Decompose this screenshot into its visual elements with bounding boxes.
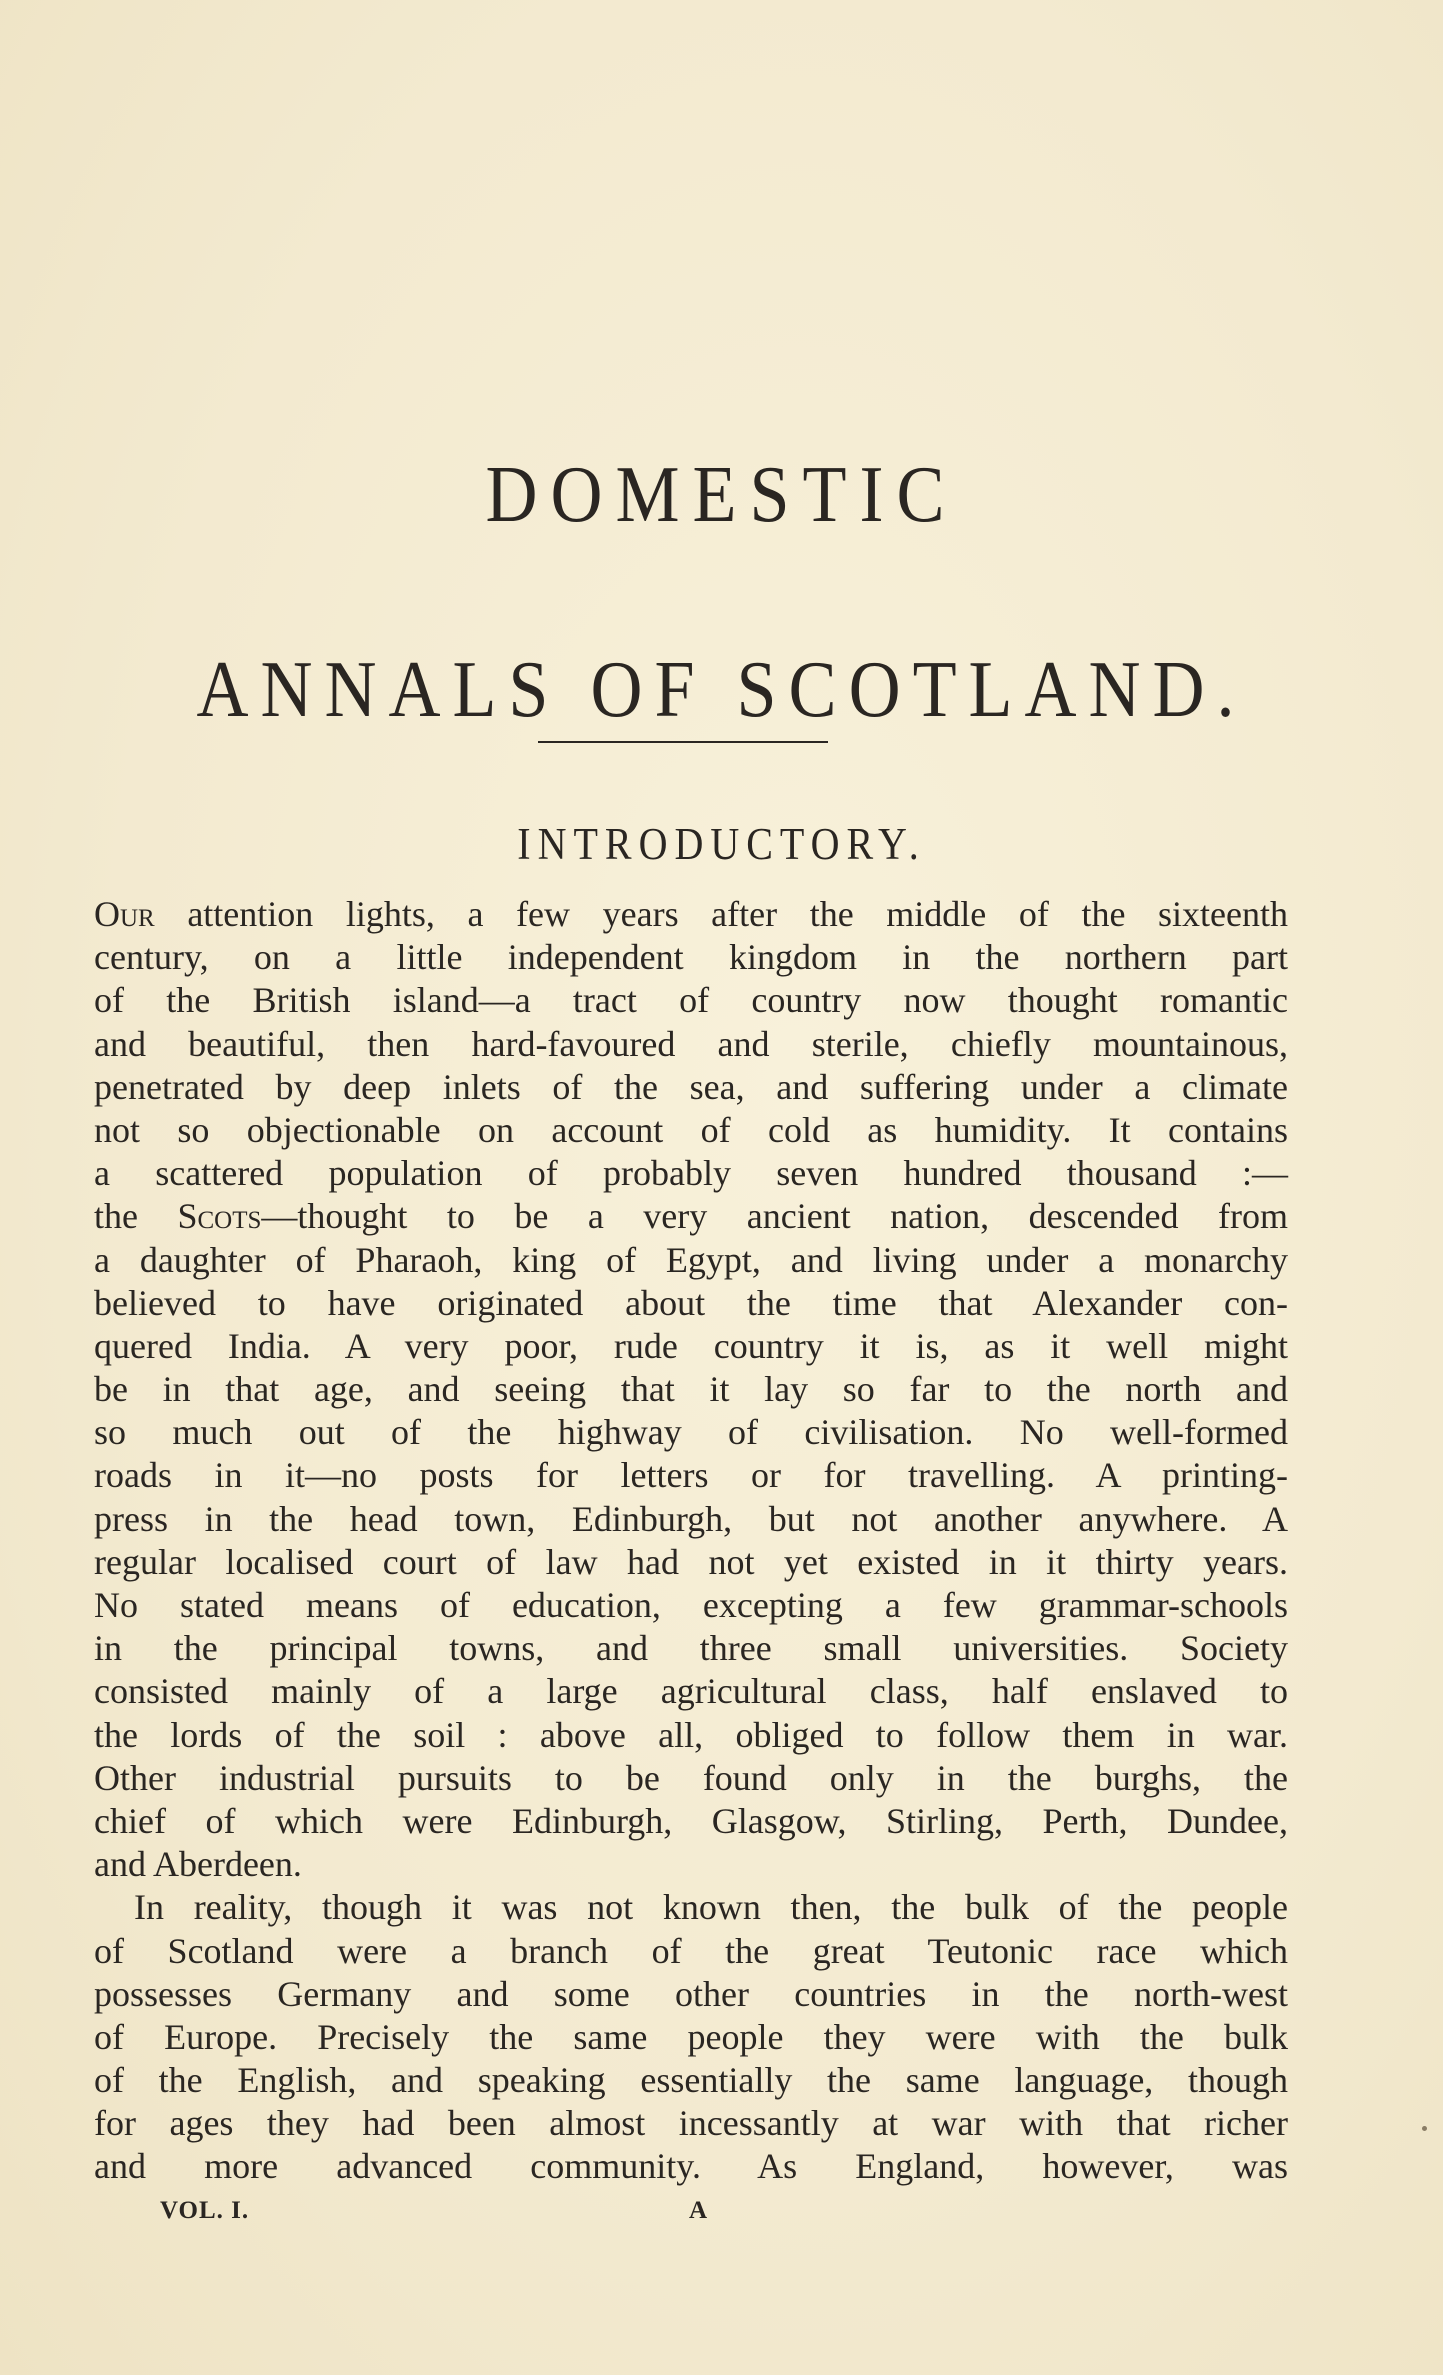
text-line xyxy=(94,1195,1288,1238)
text-segment: chief of which were Edinburgh, Glasgow, Stirling, Perth, Dundee, xyxy=(94,1800,1288,1841)
text-line xyxy=(94,1498,1288,1541)
text-line xyxy=(94,893,1288,936)
text-line xyxy=(94,2016,1288,2059)
text-line xyxy=(94,1757,1288,1800)
text-segment: of Scotland were a branch of the great Teutonic race which xyxy=(94,1930,1288,1971)
text-segment: and beautiful, then hard-favoured and sterile, chiefly mountainous, xyxy=(94,1023,1288,1064)
footer-signature: A xyxy=(689,2197,709,2224)
page-title: DOMESTIC xyxy=(485,449,958,539)
text-line xyxy=(94,1282,1288,1325)
text-segment: —thought to be a very ancient nation, descended from xyxy=(261,1196,1288,1237)
text-line xyxy=(94,1066,1288,1109)
text-segment: and more advanced community. As England, however, was xyxy=(94,2146,1288,2187)
text-segment: regular localised court of law had not yet existed in it thirty years. xyxy=(94,1541,1288,1582)
text-segment: believed to have originated about the time that Alexander con- xyxy=(94,1282,1288,1323)
text-segment: In reality, though it was not known then, the bulk of the people xyxy=(134,1887,1288,1928)
text-segment: No stated means of education, excepting a few grammar-schools xyxy=(94,1585,1288,1625)
text-segment: a scattered population of probably seven hundred thousand :— xyxy=(94,1153,1288,1194)
text-segment: so much out of the highway of civilisation. No well-formed xyxy=(94,1412,1288,1453)
page-subtitle: ANNALS OF SCOTLAND. xyxy=(196,643,1247,734)
text-segment: Other industrial pursuits to be found only in the burghs, the xyxy=(94,1757,1288,1798)
text-segment: for ages they had been almost incessantly at war with that richer xyxy=(94,2103,1288,2144)
text-segment: not so objectionable on account of cold as humidity. It contains xyxy=(94,1109,1288,1150)
text-line xyxy=(94,1023,1288,1066)
text-line xyxy=(94,1239,1288,1282)
smallcaps-text: Scots xyxy=(177,1196,262,1237)
text-segment: and Aberdeen. xyxy=(94,1844,302,1885)
footer-volume: VOL. I. xyxy=(160,2197,250,2224)
text-line xyxy=(94,1627,1288,1670)
margin-mark xyxy=(1422,2126,1427,2131)
text-line xyxy=(94,1584,1288,1627)
text-segment: the xyxy=(94,1196,178,1237)
text-segment: be in that age, and seeing that it lay so far to the north and xyxy=(94,1369,1288,1410)
text-line xyxy=(94,1714,1288,1757)
text-segment: consisted mainly of a large agricultural class, half enslaved to xyxy=(94,1671,1288,1712)
text-segment: roads in it—no posts for letters or for travelling. A printing- xyxy=(94,1455,1288,1496)
text-line xyxy=(94,2102,1288,2145)
text-line xyxy=(94,1670,1288,1713)
text-segment: of the English, and speaking essentially the same language, though xyxy=(94,2060,1288,2101)
text-line xyxy=(94,2059,1288,2102)
text-segment: attention lights, a few years after the middle of the sixteenth xyxy=(154,894,1288,934)
smallcaps-text: Our xyxy=(94,894,155,934)
text-segment: of Europe. Precisely the same people they were with the bulk xyxy=(94,2016,1288,2057)
text-line xyxy=(94,1109,1288,1152)
text-line xyxy=(94,2145,1288,2188)
body-text xyxy=(94,893,1288,2189)
text-segment: of the British island—a tract of country now thought romantic xyxy=(94,980,1288,1021)
text-line xyxy=(94,1973,1288,2016)
text-line xyxy=(94,1930,1288,1973)
text-line xyxy=(94,1368,1288,1411)
text-line xyxy=(94,1152,1288,1195)
text-line xyxy=(94,936,1288,979)
text-segment: century, on a little independent kingdom in the northern part xyxy=(94,937,1288,978)
title-divider xyxy=(538,741,828,743)
text-line xyxy=(94,1325,1288,1368)
text-line xyxy=(94,1541,1288,1584)
text-line xyxy=(94,1454,1288,1497)
text-segment: possesses Germany and some other countries in the north-west xyxy=(94,1973,1288,2014)
text-line xyxy=(94,1843,1288,1886)
text-segment: quered India. A very poor, rude country it is, as it well might xyxy=(94,1325,1288,1366)
text-line xyxy=(94,979,1288,1022)
text-segment: press in the head town, Edinburgh, but not another anywhere. A xyxy=(94,1498,1288,1539)
text-line xyxy=(94,1800,1288,1843)
text-line xyxy=(94,1411,1288,1454)
text-segment: the lords of the soil : above all, obliged to follow them in war. xyxy=(94,1714,1288,1755)
text-segment: penetrated by deep inlets of the sea, and suffering under a climate xyxy=(94,1066,1288,1107)
text-segment: a daughter of Pharaoh, king of Egypt, and living under a monarchy xyxy=(94,1239,1288,1280)
text-segment: in the principal towns, and three small universities. Society xyxy=(94,1628,1288,1669)
text-line xyxy=(94,1886,1288,1929)
section-heading: INTRODUCTORY. xyxy=(517,817,926,870)
